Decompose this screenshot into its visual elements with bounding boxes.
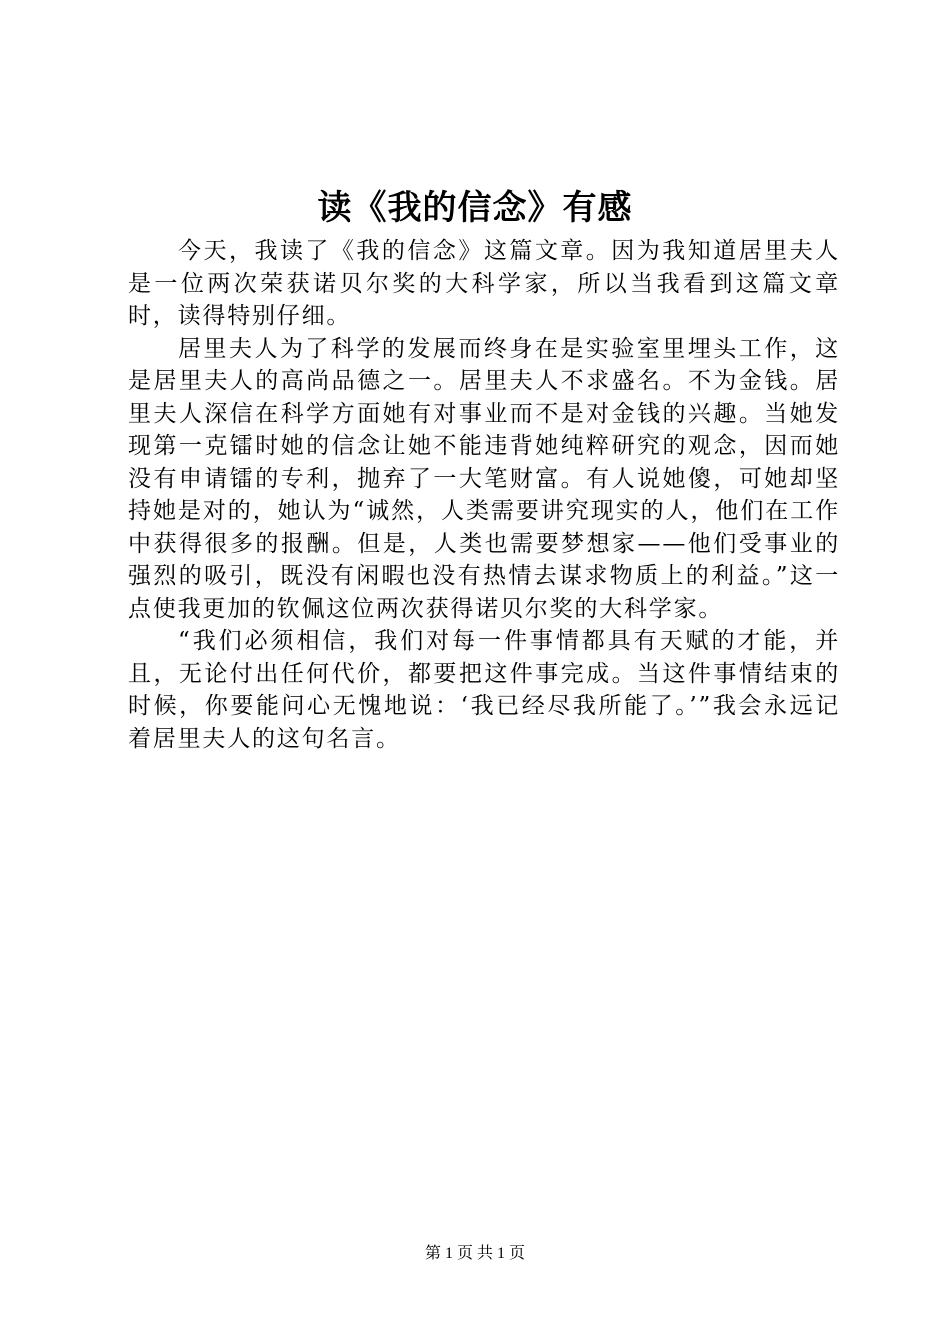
paragraph-2: 居里夫人为了科学的发展而终身在是实验室里埋头工作，这是居里夫人的高尚品德之一。居里夫人不求盛名。不为金钱。居里夫人深信在科学方面她有对事业而不是对金钱的兴趣。当她发现第一克镭时她的信念让她不能违背她纯粹研究的观念，因而她没有申请镭的专利，抛弃了一大笔财富。有人说她傻，可她却坚持她是对的，她认为“诚然，人类需要讲究现实的人，他们在工作中获得很多的报酬。但是，人类也需要梦想家——他们受事业的强烈的吸引，既没有闲暇也没有热情去谋求物质上的利益。”这一点使我更加的钦佩这位两次获得诺贝尔奖的大科学家。 [128,335,840,622]
document-title: 读《我的信念》有感 [317,188,633,228]
document-body [128,235,840,755]
paragraph-3: “我们必须相信，我们对每一件事情都具有天赋的才能，并且，无论付出任何代价，都要把这件事完成。当这件事情结束的时候，你要能问心无愧地说：‘我已经尽我所能了。’”我会永远记着居里夫人的这句名言。 [128,628,840,752]
page-number-footer: 第 1 页 共 1 页 [424,1245,525,1262]
paragraph-1: 今天，我读了《我的信念》这篇文章。因为我知道居里夫人是一位两次荣获诺贝尔奖的大科学家，所以当我看到这篇文章时，读得特别仔细。 [128,238,840,329]
